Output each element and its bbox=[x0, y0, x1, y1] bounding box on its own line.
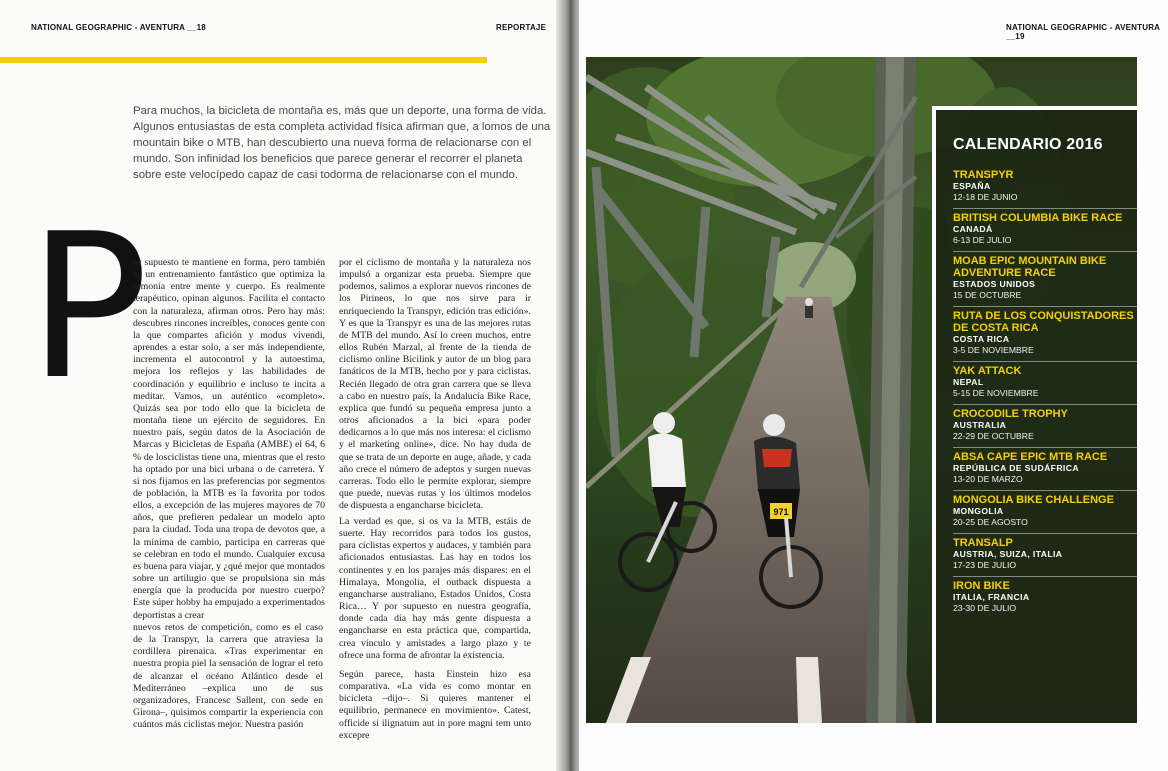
event-name: RUTA DE LOS CONQUISTADORES DE COSTA RICA bbox=[953, 310, 1134, 334]
event-date: 5-15 DE NOVIEMBRE bbox=[953, 388, 1039, 398]
event-name: IRON BIKE bbox=[953, 580, 1010, 592]
event-date: 15 DE OCTUBRE bbox=[953, 290, 1022, 300]
event-country: ESPAÑA bbox=[953, 181, 991, 191]
section-label: REPORTAJE bbox=[496, 23, 547, 32]
event-country: ITALIA, FRANCIA bbox=[953, 592, 1030, 602]
event-country: MONGOLIA bbox=[953, 506, 1004, 516]
event-name: MONGOLIA BIKE CHALLENGE bbox=[953, 494, 1114, 506]
body-column-2c bbox=[339, 669, 531, 742]
calendar-event bbox=[953, 208, 1137, 251]
event-name: TRANSALP bbox=[953, 537, 1013, 549]
calendar-list bbox=[953, 169, 1137, 619]
body-paragraph: Según parece, hasta Einstein hizo esa comparativa. «La vida es como montar en bicicleta –dijo–. Si quieres mantener el equilibrio, permanece en movimiento». Catest, officide si ilignatum aut in pore magni tem unto excepre bbox=[339, 669, 531, 741]
calendar-event bbox=[953, 361, 1137, 404]
calendar-event bbox=[953, 533, 1137, 576]
body-paragraph: por el ciclismo de montaña y la naturaleza nos impulsó a organizar esta prueba. Siempre que podemos, salimos a explorar nuevos rincones de los Pirineos, lo que nos sirve para ir enriqueciendo la Transpyr, edición tras edición». Y es que la Transpyr es una de las mejores rutas de MTB del mundo. Así lo creen muchos, entre ellos Rubén Marzal, al frente de la tienda de ciclismo online Bicilink y autor de un blog para fanáticos de la MTB, hecho por y para ciclistas. Recién llegado de otra gran carrera que se lleva a cabo en nuestro país, la Andalucía Bike Race, explica que fundó su pequeña empresa junto a otros aficionados a la bici «para poder dedicarnos a lo que más nos interesa: el ciclismo y el marketing online», dice. No hay duda de que se trata de un deporte en auge, añade, y cada año crece el número de adeptos y surgen nuevas carreras. Todo ello le permite explorar, siempre que puede, nuevas rutas y los últimos modelos de dispuesta a engancharse bicicleta. bbox=[339, 257, 531, 512]
body-column-1 bbox=[133, 257, 325, 622]
event-date: 20-25 DE AGOSTO bbox=[953, 517, 1028, 527]
event-name: TRANSPYR bbox=[953, 169, 1014, 181]
calendar-event bbox=[953, 576, 1137, 619]
event-country: ESTADOS UNIDOS bbox=[953, 279, 1036, 289]
body-paragraph: La verdad es que, si os va la MTB, estáis de suerte. Hay recorridos para todos los gustos, para ciclistas expertos y audaces, y también para aficionados entusiastas. Las hay en todos los continentes y en los parajes más dispares: en el Himalaya, Mongolia, el outback dispuesta a engancharse australiano, Estados Unidos, Costa Rica… Y por supuesto en nuestra geografía, donde cada día hay más gente dispuesta a engancharse en esta práctica que, compartida, crea vínculo y amistades a largo plazo y te ofrece una forma de afrontar la existencia. bbox=[339, 516, 531, 661]
body-column-2b bbox=[339, 516, 531, 662]
body-paragraph: or supuesto te mantiene en forma, pero también es un entrenamiento fantástico que optimiza la armonía entre mente y cuerpo. Es realmente terapéutico, opinan algunos. Facilita el contacto con la naturaleza, afirman otros. Pero hay más: descubres rincones increíbles, conoces gente con la que compartes afición y modus vivendi, aprendes a estar solo, a ser más independiente, incrementa el autocontrol y la autoestima, mejora los reflejos y las habilidades de coordinación y equilibrio e incluso te incita a meditar. Vamos, un auténtico «completo». Quizás sea por todo ello que la bicicleta de montaña tiene un ejército de seguidores. En nuestro país, según datos de la Asociación de Marcas y Bicicletas de España (AMBE) el 64, 6 % de losciclistas tiene una, mientras que el resto ha optado por una bici urbana o de carretera. Y si nos fijamos en las preferencias por segmentos de población, la MTB es la favorita por todos ellos, a excepción de las mujeres mayores de 70 años, que prefieren pedalear un modelo apto para la ciudad. Toda una tropa de devotos que, a la mínima de cambio, participa en carreras que se celebran en todo el mundo. Cualquier excusa es buena para viajar, y ¿qué mejor que montados sobre un artilugio que se propulsiona sin más energía que la producida por nuestro cuerpo? Este súper hobby ha empujado a experimentados deportistas a crear bbox=[133, 257, 325, 621]
left-folio: NATIONAL GEOGRAPHIC - AVENTURA __18 bbox=[31, 23, 206, 32]
event-country: AUSTRALIA bbox=[953, 420, 1007, 430]
event-country: COSTA RICA bbox=[953, 334, 1010, 344]
right-folio: NATIONAL GEOGRAPHIC - AVENTURA __19 bbox=[1006, 23, 1160, 41]
dropcap: P bbox=[28, 191, 149, 424]
right-page bbox=[579, 0, 1168, 771]
calendar-event bbox=[953, 404, 1137, 447]
calendar-title: CALENDARIO 2016 bbox=[953, 136, 1103, 153]
event-country: AUSTRIA, SUIZA, ITALIA bbox=[953, 549, 1063, 559]
event-name: MOAB EPIC MOUNTAIN BIKE ADVENTURE RACE bbox=[953, 255, 1107, 279]
event-country: CANADÁ bbox=[953, 224, 993, 234]
bridge-cyclists-photo bbox=[586, 57, 1137, 723]
calendar-event bbox=[953, 251, 1137, 306]
event-date: 12-18 DE JUNIO bbox=[953, 192, 1018, 202]
event-country: NEPAL bbox=[953, 377, 984, 387]
event-country: REPÚBLICA DE SUDÁFRICA bbox=[953, 463, 1079, 473]
body-paragraph: nuevos retos de competición, como es el caso de la Transpyr, la carrera que atraviesa la cordillera pirenaica. «Tras experimentar en nuestra propia piel la sensación de lograr el reto de alcanzar el océano Atlántico desde el Mediterráneo –explica uno de sus organizadores, Francesc Sallent, con sede en Girona–, quisimos compartir la experiencia con cuántos más ciclistas mejor. Nuestra pasión bbox=[133, 622, 323, 731]
calendar-event bbox=[953, 169, 1137, 208]
left-page bbox=[0, 0, 562, 771]
body-column-1b bbox=[133, 622, 323, 731]
event-name: YAK ATTACK bbox=[953, 365, 1022, 377]
event-date: 17-23 DE JULIO bbox=[953, 560, 1017, 570]
event-date: 3-5 DE NOVIEMBRE bbox=[953, 345, 1034, 355]
race-bib-number: 971 bbox=[773, 507, 789, 517]
event-date: 13-20 DE MARZO bbox=[953, 474, 1023, 484]
calendar-event bbox=[953, 306, 1137, 361]
event-name: BRITISH COLUMBIA BIKE RACE bbox=[953, 212, 1123, 224]
event-date: 23-30 DE JULIO bbox=[953, 603, 1017, 613]
calendar-box bbox=[932, 106, 1137, 723]
accent-bar bbox=[0, 57, 487, 63]
event-date: 22-29 DE OCTUBRE bbox=[953, 431, 1034, 441]
event-date: 6-13 DE JULIO bbox=[953, 235, 1012, 245]
intro-paragraph: Para muchos, la bicicleta de montaña es, más que un deporte, una forma de vida. Algunos entusiastas de esta completa actividad física afirman que, a lomos de una mountain bike o MTB, han descubierto una nueva forma de relacionarse con el mundo. Son infinidad los beneficios que parece generar el recorrer el planeta sobre este velocípedo capaz de casi todorma de relacionarse con el mundo. bbox=[133, 105, 551, 181]
calendar-event bbox=[953, 490, 1137, 533]
body-column-2 bbox=[339, 257, 531, 512]
event-name: ABSA CAPE EPIC MTB RACE bbox=[953, 451, 1108, 463]
calendar-event bbox=[953, 447, 1137, 490]
event-name: CROCODILE TROPHY bbox=[953, 408, 1068, 420]
